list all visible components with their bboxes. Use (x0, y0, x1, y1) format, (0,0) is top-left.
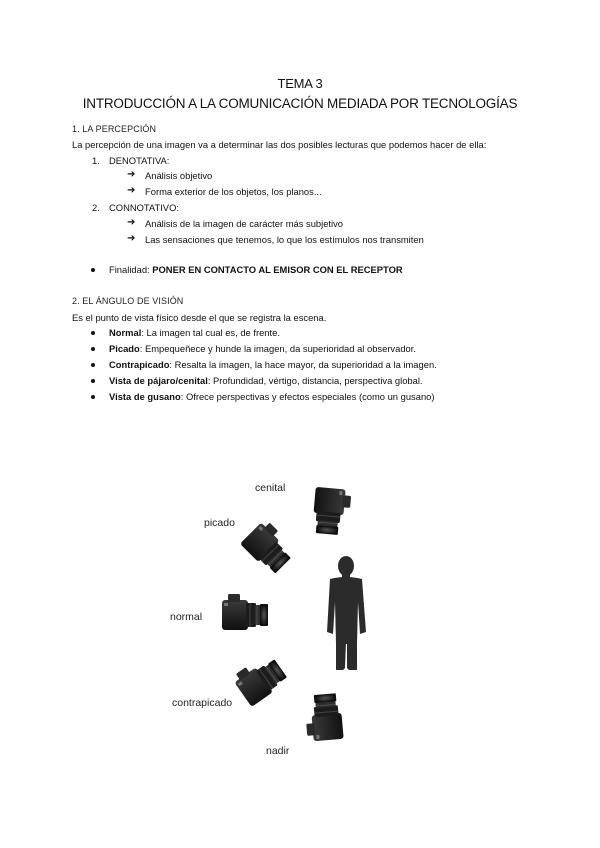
bullet-icon (91, 379, 95, 383)
label-normal: normal (170, 611, 203, 623)
list-item: Picado: Empequeñece y hunde la imagen, da superioridad al observador. (109, 343, 416, 354)
denotativa-subitem: Forma exterior de los objetos, los planos... (145, 186, 322, 197)
document-title: TEMA 3 (277, 76, 323, 91)
bullet-icon (91, 395, 95, 399)
section-heading-percepcion: 1. LA PERCEPCIÓN (72, 124, 157, 134)
camera-angles-figure (160, 462, 454, 766)
list-item: Normal: La imagen tal cual es, de frente. (109, 327, 280, 338)
label-contrapicado: contrapicado (172, 697, 233, 709)
bullet-icon (91, 331, 95, 335)
bullet-icon (91, 363, 95, 367)
percepcion-intro: La percepción de una imagen va a determinar las dos posibles lecturas que podemos hacer de ella: (72, 139, 487, 150)
connotativo-label: CONNOTATIVO: (109, 202, 179, 213)
list-item: Vista de pájaro/cenital: Profundidad, vértigo, distancia, perspectiva global. (109, 375, 423, 386)
label-cenital: cenital (255, 482, 286, 494)
finalidad-label: Finalidad: (109, 264, 153, 275)
arrow-icon: ➔ (127, 185, 136, 196)
denotativa-subitem: Análisis objetivo (145, 170, 213, 181)
list-item: Vista de gusano: Ofrece perspectivas y efectos especiales (como un gusano) (109, 391, 435, 402)
angulo-intro: Es el punto de vista físico desde el que se registra la escena. (72, 312, 327, 323)
finalidad-value: PONER EN CONTACTO AL EMISOR CON EL RECEPTOR (152, 264, 403, 275)
document-subtitle: INTRODUCCIÓN A LA COMUNICACIÓN MEDIADA POR TECNOLOGÍAS (82, 96, 518, 111)
connotativo-subitem: Las sensaciones que tenemos, lo que los estímulos nos transmiten (145, 234, 424, 245)
bullet-icon (91, 347, 95, 351)
finalidad-line (109, 264, 403, 275)
arrow-icon: ➔ (127, 169, 136, 180)
label-picado: picado (204, 517, 235, 529)
list-number: 2. (92, 202, 100, 213)
label-nadir: nadir (266, 745, 290, 757)
section-heading-angulo: 2. EL ÁNGULO DE VISIÓN (72, 296, 184, 306)
bullet-icon (91, 268, 95, 272)
list-number: 1. (92, 155, 100, 166)
arrow-icon: ➔ (127, 217, 136, 228)
connotativo-subitem: Análisis de la imagen de carácter más subjetivo (145, 218, 344, 229)
list-item: Contrapicado: Resalta la imagen, la hace mayor, da superioridad a la imagen. (109, 359, 437, 370)
arrow-icon: ➔ (127, 233, 136, 244)
denotativa-label: DENOTATIVA: (109, 155, 170, 166)
